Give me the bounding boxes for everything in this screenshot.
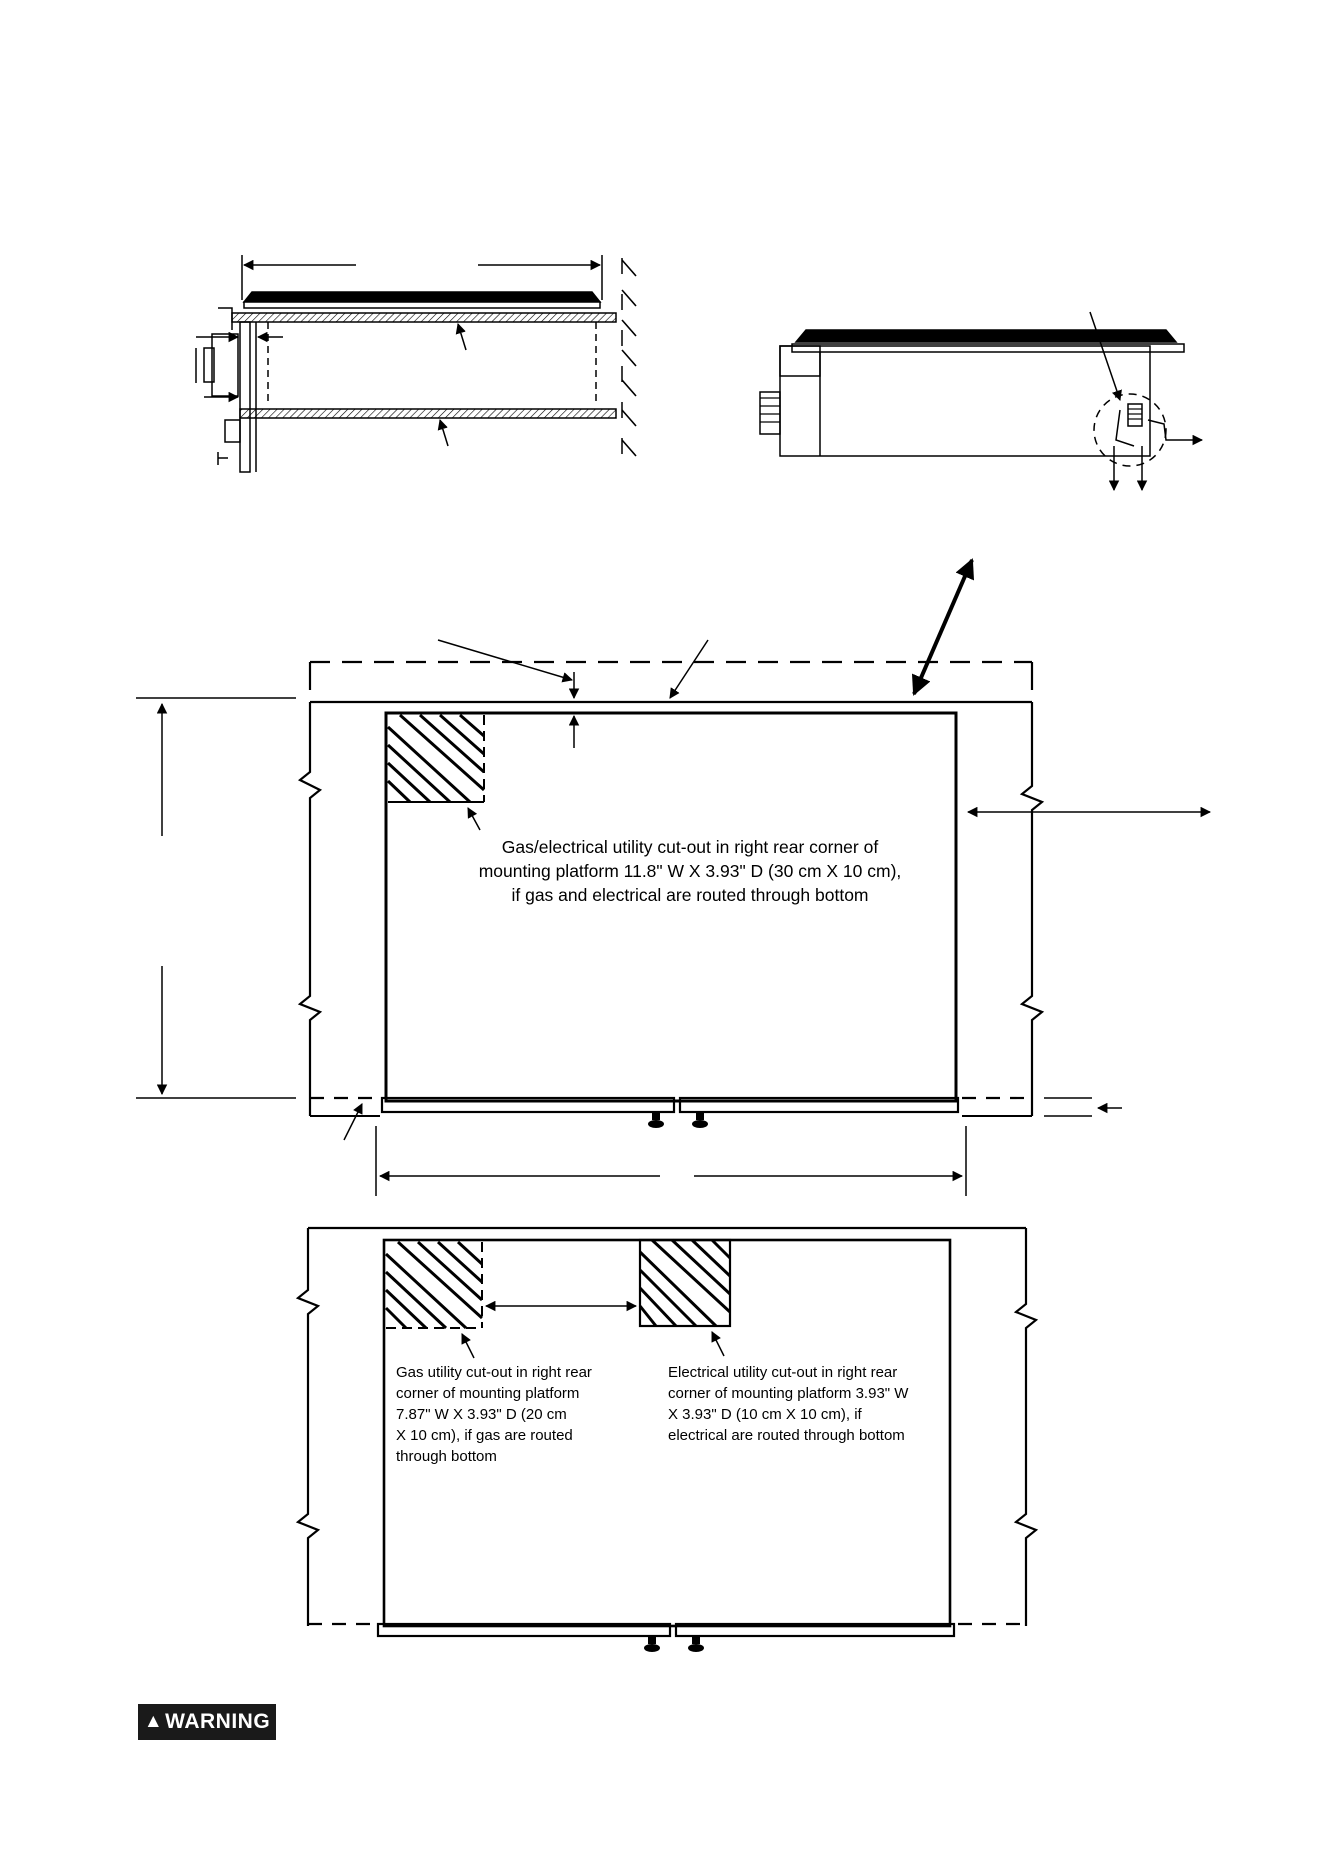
electrical-note-line-3: X 3.93" D (10 cm X 10 cm), if	[668, 1406, 862, 1423]
gas-utility-cutout	[386, 1242, 482, 1328]
electrical-note-line-2: corner of mounting platform 3.93" W	[668, 1385, 909, 1402]
gas-note-line-4: X 10 cm), if gas are routed	[396, 1427, 573, 1444]
gas-cutout-note	[396, 1362, 626, 1467]
gas-note-line-1: Gas utility cut-out in right rear	[396, 1364, 592, 1381]
gas-note-line-5: through bottom	[396, 1448, 497, 1465]
electrical-cutout-note	[668, 1362, 948, 1446]
electrical-utility-cutout	[640, 1240, 730, 1326]
warning-triangle-icon: ▲	[143, 1711, 164, 1732]
combined-note-line-2: mounting platform 11.8" W X 3.93" D (30 cm X 10 cm),	[478, 861, 902, 881]
side-section-view	[196, 255, 636, 472]
gas-note-line-2: corner of mounting platform	[396, 1385, 580, 1402]
warning-badge	[138, 1704, 276, 1740]
combined-note-line-1: Gas/electrical utility cut-out in right rear corner of	[501, 837, 879, 857]
combined-note-line-3: if gas and electrical are routed through bottom	[511, 885, 869, 905]
combined-utility-cutout	[388, 715, 484, 802]
gas-note-line-3: 7.87" W X 3.93" D (20 cm	[396, 1406, 567, 1423]
electrical-note-line-1: Electrical utility cut-out in right rear	[668, 1364, 898, 1381]
electrical-note-line-4: electrical are routed through bottom	[668, 1427, 905, 1444]
combined-cutout-note	[440, 835, 940, 907]
utility-connection-view	[760, 312, 1202, 490]
warning-label: WARNING	[165, 1710, 271, 1733]
